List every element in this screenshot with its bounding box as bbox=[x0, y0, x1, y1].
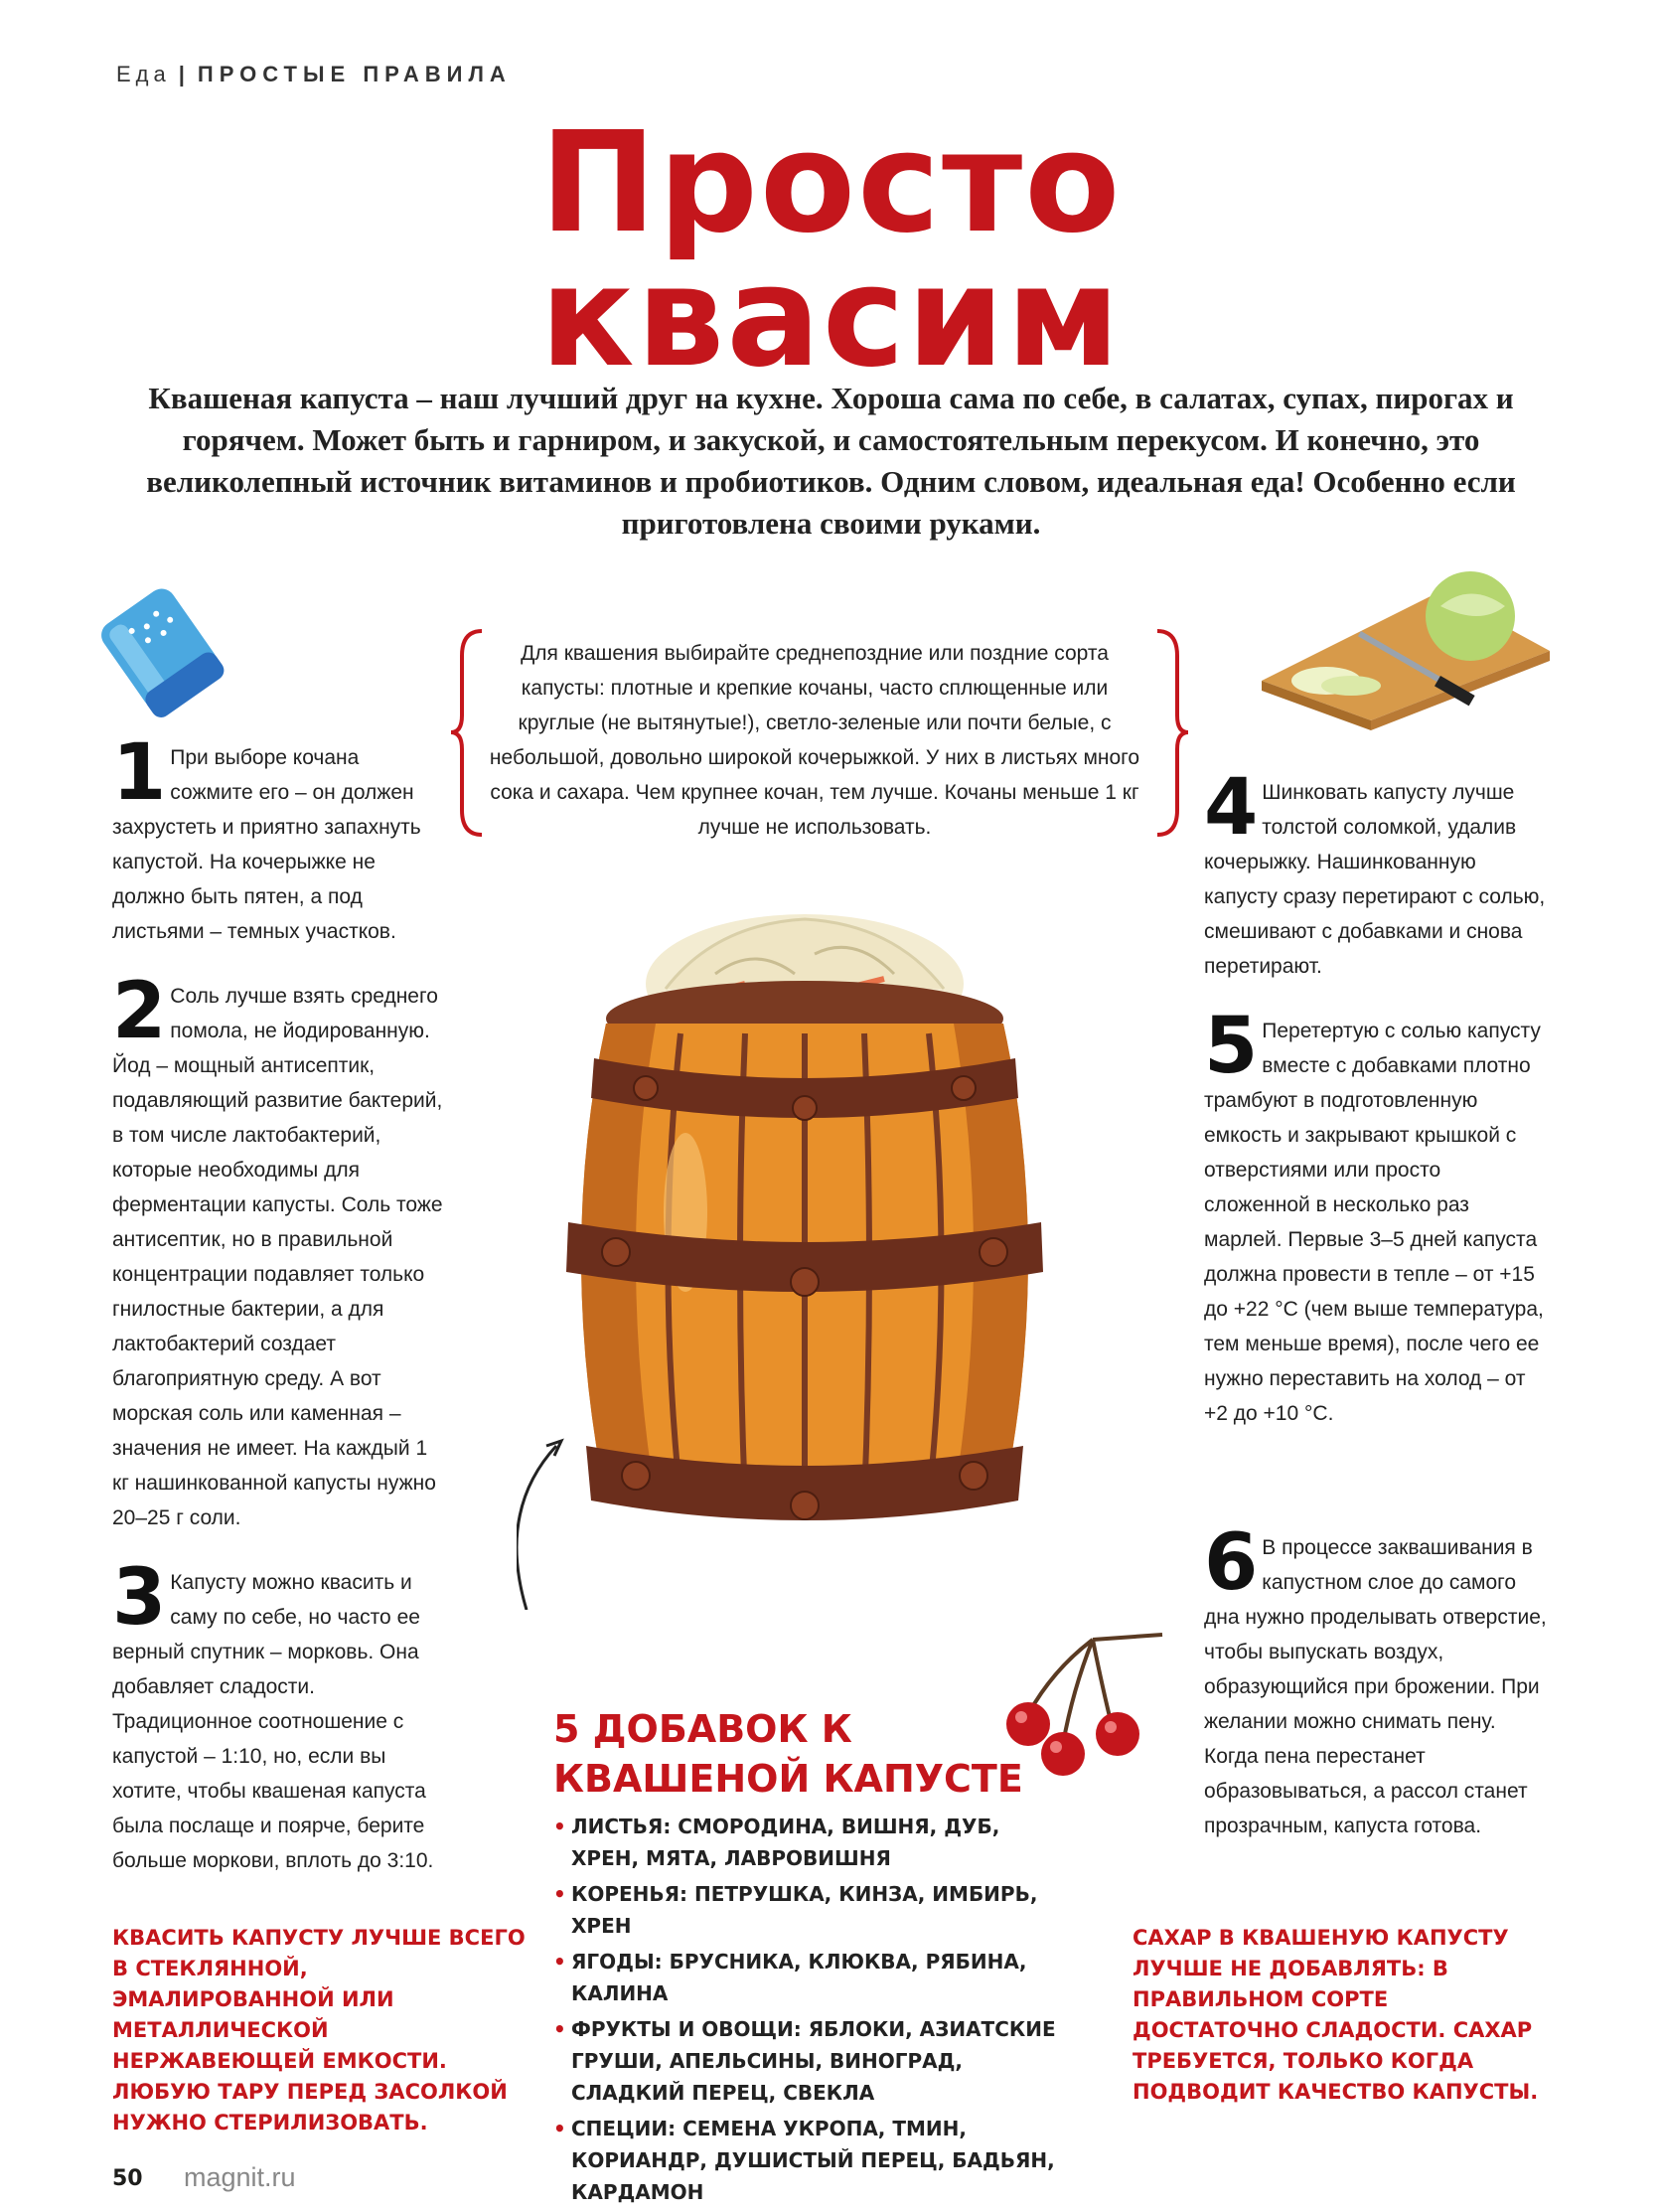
list-item: • СПЕЦИИ: СЕМЕНА УКРОПА, ТМИН, КОРИАНДР, ДУШИСТЫЙ ПЕРЕЦ, БАДЬЯН, КАРДАМОН bbox=[553, 2117, 1055, 2204]
rule-number: 3 bbox=[112, 1553, 167, 1643]
rule-text: Перетертую с солью капусту вместе с добавками плотно трамбуют в подготовленную емкость и закрывают крышкой с отверстиями или просто сложенной в несколько раз марлей. Первые 3–5 дней капуста должна провести в тепле – от +15 до +22 °С (чем выше температура, тем меньше время), после чего ее нужно переставить на холод – от +2 до +10 °С. bbox=[1204, 1020, 1544, 1425]
rule-number: 2 bbox=[112, 967, 167, 1056]
right-brace-icon bbox=[1152, 626, 1192, 840]
intro-paragraph: Для квашения выбирайте среднепоздние или поздние сорта капусты: плотные и крепкие кочаны, часто сплющенные или круглые (не вытянутые!), светло-зеленые или почти белые, с небольшой, довольно широкой кочерыжкой. У них в листьях много сока и сахара. Чем крупнее кочан, тем лучше. Кочаны меньше 1 кг лучше не использовать. bbox=[489, 642, 1140, 839]
additions-list bbox=[553, 1811, 1070, 2212]
rule-number: 6 bbox=[1204, 1518, 1259, 1608]
rule-2 bbox=[112, 967, 445, 1535]
rule-number: 1 bbox=[112, 728, 167, 818]
page-title-line-1: Просто bbox=[539, 102, 1123, 264]
list-item: • КОРЕНЬЯ: ПЕТРУШКА, КИНЗА, ИМБИРЬ, ХРЕН bbox=[553, 1882, 1038, 1938]
rule-text: В процессе заквашивания в капустном слое до самого дна нужно проделывать отверстие, чтобы выпускать воздух, образующийся при брожении. При желании можно снимать пену. Когда пена перестанет образовываться, а рассол станет прозрачным, капуста готова. bbox=[1204, 1536, 1547, 1837]
sugar-note: САХАР В КВАШЕНУЮ КАПУСТУ ЛУЧШЕ НЕ ДОБАВЛЯТЬ: В ПРАВИЛЬНОМ СОРТЕ ДОСТАТОЧНО СЛАДОСТИ. САХАР ТРЕБУЕТСЯ, ТОЛЬКО КОГДА ПОДВОДИТ КАЧЕСТВО КАПУСТЫ. bbox=[1133, 1926, 1539, 2104]
rule-3 bbox=[112, 1553, 445, 1878]
container-note: КВАСИТЬ КАПУСТУ ЛУЧШЕ ВСЕГО В СТЕКЛЯННОЙ, ЭМАЛИРОВАННОЙ ИЛИ МЕТАЛЛИЧЕСКОЙ НЕРЖАВЕЮЩЕЙ ЕМКОСТИ. ЛЮБУЮ ТАРУ ПЕРЕД ЗАСОЛКОЙ НУЖНО СТЕРИЛИЗОВАТЬ. bbox=[112, 1926, 526, 2134]
list-item: • ФРУКТЫ И ОВОЩИ: ЯБЛОКИ, АЗИАТСКИЕ ГРУШИ, АПЕЛЬСИНЫ, ВИНОГРАД, СЛАДКИЙ ПЕРЕЦ, СВЕКЛА bbox=[553, 2017, 1056, 2105]
rule-text: Соль лучше взять среднего помола, не йодированную. Йод – мощный антисептик, подавляющий развитие бактерий, в том числе лактобактерий, которые необходимы для ферментации капусты. Соль тоже антисептик, но в правильной концентрации подавляет только гнилостные бактерии, а для лактобактерий создает благоприятную среду. А вот морская соль или каменная – значения не имеет. На каждый 1 кг нашинкованной капусты нужно 20–25 г соли. bbox=[112, 985, 443, 1529]
page-title-line-2: квасим bbox=[539, 237, 1123, 398]
barrel-icon bbox=[517, 894, 1093, 1610]
rule-text: Капусту можно квасить и саму по себе, но часто ее верный спутник – морковь. Она добавляет сладости. Традиционное соотношение с капустой – 1:10, но, если вы хотите, чтобы квашеная капуста была послаще и поярче, берите больше моркови, вплоть до 3:10. bbox=[112, 1571, 434, 1872]
lead-paragraph: Квашеная капуста – наш лучший друг на кухне. Хороша сама по себе, в салатах, супах, пирогах и горячем. Может быть и гарниром, и закуской, и самостоятельным перекусом. И конечно, это великолепный источник витаминов и пробиотиков. Одним словом, идеальная еда! Особенно если приготовлена своими руками. bbox=[146, 381, 1516, 541]
cutting-board-icon bbox=[1242, 571, 1560, 730]
rule-number: 5 bbox=[1204, 1002, 1259, 1091]
salt-shaker-icon bbox=[79, 581, 248, 720]
rule-1 bbox=[112, 728, 445, 949]
separator: | bbox=[178, 62, 190, 86]
rubric: ПРОСТЫЕ ПРАВИЛА bbox=[197, 62, 512, 86]
section-label bbox=[116, 62, 512, 87]
additions-title: 5 ДОБАВОК К КВАШЕНОЙ КАПУСТЕ bbox=[553, 1707, 1023, 1801]
left-brace-icon bbox=[447, 626, 487, 840]
rule-number: 4 bbox=[1204, 763, 1259, 853]
rule-5 bbox=[1204, 1002, 1547, 1431]
list-item: • ЯГОДЫ: БРУСНИКА, КЛЮКВА, РЯБИНА, КАЛИНА bbox=[553, 1950, 1027, 2005]
rule-4 bbox=[1204, 763, 1547, 984]
rule-text: При выборе кочана сожмите его – он должен захрустеть и приятно запахнуть капустой. На кочерыжке не должно быть пятен, а под листьями – темных участков. bbox=[112, 746, 421, 943]
rule-6 bbox=[1204, 1518, 1547, 1843]
page-number: 50 bbox=[112, 2166, 143, 2191]
list-item: • ЛИСТЬЯ: СМОРОДИНА, ВИШНЯ, ДУБ, ХРЕН, МЯТА, ЛАВРОВИШНЯ bbox=[553, 1815, 1000, 1870]
rule-text: Шинковать капусту лучше толстой соломкой, удалив кочерыжку. Нашинкованную капусту сразу перетирают с солью, смешивают с добавками и снова перетирают. bbox=[1204, 781, 1546, 978]
site-link[interactable]: magnit.ru bbox=[184, 2162, 296, 2192]
section-name: Еда bbox=[116, 62, 171, 86]
